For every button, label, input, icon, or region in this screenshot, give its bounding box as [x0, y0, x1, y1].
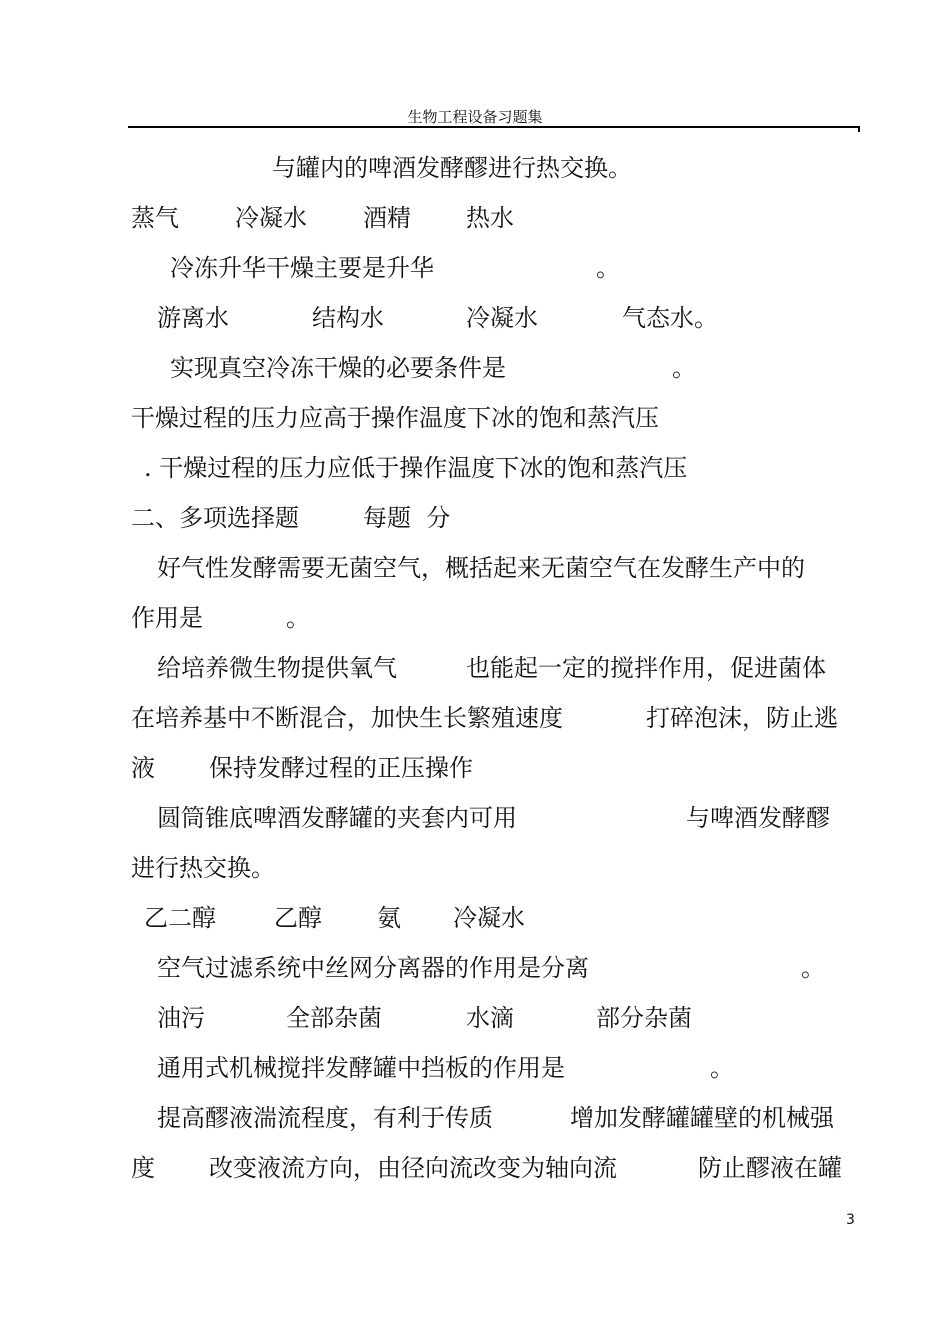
text-line-6-segment-0: . 干燥过程的压力应低于操作温度下冰的饱和蒸汽压	[144, 454, 688, 482]
text-line-14-segment-0: 进行热交换。	[131, 854, 275, 882]
text-line-4-segment-0: 实现真空冷冻干燥的必要条件是	[170, 354, 506, 382]
text-line-16-segment-0: 空气过滤系统中丝网分离器的作用是分离	[157, 954, 589, 982]
text-line-15-segment-0: 乙二醇	[144, 904, 216, 932]
header-rule-tick	[858, 126, 860, 132]
text-line-1-segment-3: 热水	[466, 204, 514, 232]
text-line-1-segment-1: 冷凝水	[235, 204, 307, 232]
header-rule	[128, 126, 860, 128]
text-line-3-segment-0: 游离水	[157, 304, 229, 332]
text-line-20-segment-2: 防止醪液在罐	[698, 1154, 842, 1182]
text-line-19-segment-1: 增加发酵罐罐壁的机械强	[570, 1104, 834, 1132]
text-line-13-segment-0: 圆筒锥底啤酒发酵罐的夹套内可用	[157, 804, 517, 832]
text-line-7-segment-0: 二、多项选择题	[131, 504, 299, 532]
text-line-12-segment-1: 保持发酵过程的正压操作	[209, 754, 473, 782]
text-line-15-segment-3: 冷凝水	[453, 904, 525, 932]
text-line-18-segment-1: 。	[710, 1054, 734, 1082]
text-line-20-segment-1: 改变液流方向，由径向流改变为轴向流	[209, 1154, 617, 1182]
text-line-2-segment-1: 。	[596, 254, 620, 282]
text-line-3-segment-3: 气态水。	[622, 304, 718, 332]
text-line-15-segment-1: 乙醇	[274, 904, 322, 932]
text-line-15-segment-2: 氨	[377, 904, 401, 932]
text-line-9-segment-1: 。	[286, 604, 310, 632]
text-line-11-segment-0: 在培养基中不断混合，加快生长繁殖速度	[131, 704, 563, 732]
text-line-20-segment-0: 度	[131, 1154, 155, 1182]
text-line-4-segment-1: 。	[672, 354, 696, 382]
text-line-5-segment-0: 干燥过程的压力应高于操作温度下冰的饱和蒸汽压	[131, 404, 659, 432]
text-line-13-segment-1: 与啤酒发酵醪	[686, 804, 830, 832]
text-line-12-segment-0: 液	[131, 754, 155, 782]
text-line-18-segment-0: 通用式机械搅拌发酵罐中挡板的作用是	[157, 1054, 565, 1082]
text-line-17-segment-1: 全部杂菌	[286, 1004, 382, 1032]
text-line-3-segment-2: 冷凝水	[466, 304, 538, 332]
text-line-17-segment-2: 水滴	[466, 1004, 514, 1032]
text-line-8-segment-0: 好气性发酵需要无菌空气，概括起来无菌空气在发酵生产中的	[157, 554, 805, 582]
text-line-0-segment-0: 与罐内的啤酒发酵醪进行热交换。	[272, 154, 632, 182]
text-line-10-segment-0: 给培养微生物提供氧气	[157, 654, 397, 682]
text-line-17-segment-3: 部分杂菌	[596, 1004, 692, 1032]
text-line-2-segment-0: 冷冻升华干燥主要是升华	[170, 254, 434, 282]
text-line-17-segment-0: 油污	[157, 1004, 205, 1032]
text-line-19-segment-0: 提高醪液湍流程度，有利于传质	[157, 1104, 493, 1132]
header-title: 生物工程设备习题集	[407, 108, 543, 126]
text-line-7-segment-1: 每题 分	[363, 504, 451, 532]
text-line-10-segment-1: 也能起一定的搅拌作用，促进菌体	[466, 654, 826, 682]
text-line-1-segment-2: 酒精	[363, 204, 411, 232]
text-line-9-segment-0: 作用是	[131, 604, 203, 632]
text-line-16-segment-1: 。	[801, 954, 825, 982]
text-line-1-segment-0: 蒸气	[131, 204, 179, 232]
text-line-3-segment-1: 结构水	[312, 304, 384, 332]
page-number: 3	[846, 1212, 855, 1228]
text-line-11-segment-1: 打碎泡沫，防止逃	[646, 704, 838, 732]
